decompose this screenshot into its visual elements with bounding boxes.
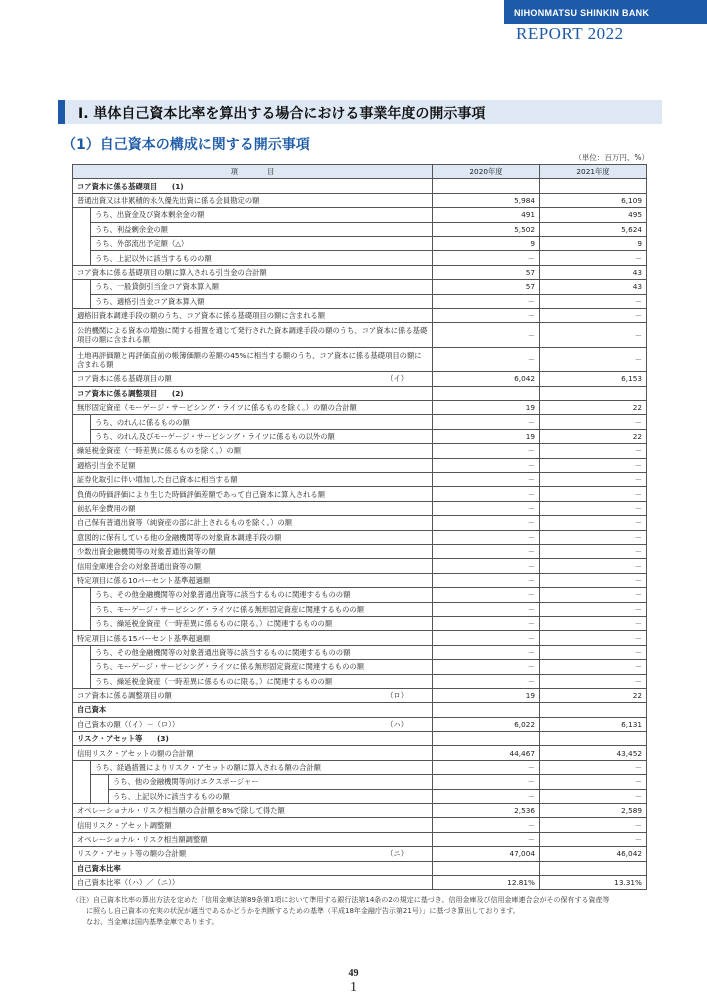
value-2021: 2,589 xyxy=(540,804,647,818)
row-label: 普通出資又は非累積的永久優先出資に係る会員勘定の額 xyxy=(77,195,260,205)
table-row xyxy=(73,501,647,515)
indent-cell xyxy=(91,789,109,803)
value-2021 xyxy=(540,861,647,875)
row-label: リスク・アセット等 (3) xyxy=(77,734,169,744)
table-row xyxy=(73,251,647,265)
footnote-line: なお、当金庫は国内基準金庫であります。 xyxy=(72,918,219,926)
row-label-cell xyxy=(73,458,433,472)
row-label-cell xyxy=(73,631,433,645)
row-label: 自己資本の額（（イ）－（ロ）） xyxy=(77,719,180,729)
table-row xyxy=(73,444,647,458)
value-2020: － xyxy=(433,760,540,774)
table-row xyxy=(73,530,647,544)
value-2020: 19 xyxy=(433,401,540,415)
footnotes xyxy=(72,895,652,928)
value-2020: － xyxy=(433,473,540,487)
row-label-cell xyxy=(73,193,433,207)
row-label: うち、他の金融機関等向けエクスポージャー xyxy=(113,777,259,787)
row-label: コア資本に係る基礎項目 (1) xyxy=(77,181,184,191)
indent-cell xyxy=(73,236,91,250)
row-label: 無形固定資産（モーゲージ・サービシング・ライツに係るものを除く。）の額の合計額 xyxy=(77,403,357,413)
table-row xyxy=(73,660,647,674)
value-2021 xyxy=(540,732,647,746)
header-2021: 2021年度 xyxy=(540,165,647,179)
row-label-cell xyxy=(73,347,433,372)
row-label-cell xyxy=(73,804,433,818)
bank-name: NIHONMATSU SHINKIN BANK xyxy=(514,8,650,18)
value-2020: － xyxy=(433,616,540,630)
row-label-cell xyxy=(91,208,433,222)
row-tag: （ニ） xyxy=(386,849,408,859)
table-body xyxy=(73,179,647,890)
table-row xyxy=(73,674,647,688)
indent-cell xyxy=(73,280,91,294)
value-2020: － xyxy=(433,323,540,348)
table-row xyxy=(73,265,647,279)
row-label-cell xyxy=(91,280,433,294)
row-label: 少数出資金融機関等の対象普通出資等の額 xyxy=(77,547,216,557)
table-row xyxy=(73,487,647,501)
value-2020: 19 xyxy=(433,429,540,443)
value-2020: － xyxy=(433,818,540,832)
value-2020 xyxy=(433,386,540,400)
value-2020: 47,004 xyxy=(433,847,540,861)
row-label: うち、利益剰余金の額 xyxy=(95,224,168,234)
table-row xyxy=(73,832,647,846)
value-2020: 491 xyxy=(433,208,540,222)
row-label: 特定項目に係る10パーセント基準超過額 xyxy=(77,575,211,585)
value-2021: － xyxy=(540,645,647,659)
row-label-cell xyxy=(73,401,433,415)
table-row xyxy=(73,818,647,832)
value-2020: 2,536 xyxy=(433,804,540,818)
value-2021: － xyxy=(540,602,647,616)
row-label: 適格旧資本調達手段の額のうち、コア資本に係る基礎項目の額に含まれる額 xyxy=(77,311,326,321)
row-label-cell xyxy=(91,222,433,236)
value-2020 xyxy=(433,861,540,875)
row-label-cell xyxy=(73,386,433,400)
value-2021: － xyxy=(540,294,647,308)
row-label-cell xyxy=(91,602,433,616)
value-2021: 46,042 xyxy=(540,847,647,861)
value-2020: － xyxy=(433,674,540,688)
value-2021: － xyxy=(540,530,647,544)
table-row xyxy=(73,473,647,487)
indent-cell xyxy=(73,775,91,789)
value-2020: － xyxy=(433,588,540,602)
value-2021: － xyxy=(540,308,647,322)
table-row xyxy=(73,323,647,348)
value-2020: － xyxy=(433,544,540,558)
row-label-cell xyxy=(73,847,433,861)
row-label-cell xyxy=(91,236,433,250)
row-label-cell xyxy=(73,832,433,846)
table-row xyxy=(73,875,647,889)
value-2021: － xyxy=(540,573,647,587)
row-label: 自己資本比率 xyxy=(77,863,121,873)
row-label-cell xyxy=(73,559,433,573)
header-item: 項 目 xyxy=(73,165,433,179)
value-2021: 495 xyxy=(540,208,647,222)
value-2020: － xyxy=(433,458,540,472)
row-label-cell xyxy=(109,789,433,803)
row-label-cell xyxy=(73,323,433,348)
row-label: うち、外部流出予定額（△） xyxy=(95,239,189,249)
row-label: 負債の時価評価により生じた時価評価差額であって自己資本に算入される額 xyxy=(77,489,326,499)
table-row xyxy=(73,193,647,207)
table-row xyxy=(73,372,647,386)
value-2020: 19 xyxy=(433,688,540,702)
table-row xyxy=(73,386,647,400)
indent-cell xyxy=(73,674,91,688)
row-label: うち、出資金及び資本剰余金の額 xyxy=(95,210,205,220)
table-row xyxy=(73,847,647,861)
table-row xyxy=(73,222,647,236)
value-2021: － xyxy=(540,559,647,573)
indent-cell xyxy=(73,415,91,429)
value-2021: － xyxy=(540,544,647,558)
value-2020: － xyxy=(433,631,540,645)
value-2020: － xyxy=(433,294,540,308)
indent-cell xyxy=(73,429,91,443)
value-2021: 43 xyxy=(540,265,647,279)
row-label: うち、繰延税金資産（一時差異に係るものに限る。）に関連するものの額 xyxy=(95,676,333,686)
page-mark: 1 xyxy=(350,980,357,995)
row-label: リスク・アセット等の額の合計額 xyxy=(77,849,187,859)
row-label: うち、のれんに係るものの額 xyxy=(95,417,190,427)
row-label-cell xyxy=(73,530,433,544)
row-label-cell xyxy=(73,265,433,279)
table-row xyxy=(73,746,647,760)
value-2021: － xyxy=(540,473,647,487)
row-label: 信用リスク・アセット調整額 xyxy=(77,820,172,830)
row-tag: （イ） xyxy=(386,374,408,384)
value-2020: － xyxy=(433,602,540,616)
value-2020: － xyxy=(433,645,540,659)
row-label: オペレーショナル・リスク相当額の合計額を8%で除して得た額 xyxy=(77,806,285,816)
table-row xyxy=(73,415,647,429)
value-2021: 22 xyxy=(540,688,647,702)
row-label-cell xyxy=(91,645,433,659)
table-row xyxy=(73,616,647,630)
indent-cell xyxy=(73,222,91,236)
row-label-cell xyxy=(73,308,433,322)
indent-cell xyxy=(73,660,91,674)
value-2020: 6,042 xyxy=(433,372,540,386)
value-2021: － xyxy=(540,660,647,674)
indent-cell xyxy=(73,760,91,774)
row-tag: （ロ） xyxy=(386,691,408,701)
value-2021: － xyxy=(540,775,647,789)
value-2021: 22 xyxy=(540,401,647,415)
table-row xyxy=(73,631,647,645)
row-label: 土地再評価額と再評価直前の帳簿価額の差額の45%に相当する額のうち、コア資本に係る基礎項目の額に含まれる額 xyxy=(77,350,422,369)
row-label: オペレーショナル・リスク相当額調整額 xyxy=(77,834,208,844)
table-row xyxy=(73,347,647,372)
row-label-cell xyxy=(73,818,433,832)
table-row xyxy=(73,179,647,193)
value-2020: － xyxy=(433,775,540,789)
value-2020: 6,022 xyxy=(433,717,540,731)
value-2020: 5,502 xyxy=(433,222,540,236)
value-2021 xyxy=(540,179,647,193)
value-2020: 12.81% xyxy=(433,875,540,889)
value-2021: 5,624 xyxy=(540,222,647,236)
value-2020: － xyxy=(433,516,540,530)
row-label: 公的機関による資本の増強に関する措置を通じて発行された資本調達手段の額のうち、コア資本に係る基礎項目の額に含まれる額 xyxy=(77,326,428,345)
table-row xyxy=(73,516,647,530)
table-row xyxy=(73,861,647,875)
row-label-cell xyxy=(73,516,433,530)
footnote-line: に照らし自己資本の充実の状況が適当であるかどうかを判断するための基準（平成18年金融庁告示第21号）」に基づき算出しております。 xyxy=(72,907,520,915)
row-label: 信用リスク・アセットの額の合計額 xyxy=(77,748,194,758)
row-label-cell xyxy=(73,501,433,515)
value-2020: 57 xyxy=(433,265,540,279)
row-label: 自己資本比率（（ハ）／（ニ）） xyxy=(77,878,180,888)
value-2021: － xyxy=(540,588,647,602)
indent-cell xyxy=(73,588,91,602)
row-label-cell xyxy=(73,717,433,731)
value-2020: － xyxy=(433,415,540,429)
row-label-cell xyxy=(91,415,433,429)
row-label-cell xyxy=(91,251,433,265)
row-label-cell xyxy=(73,487,433,501)
value-2020: － xyxy=(433,832,540,846)
row-label-cell xyxy=(91,660,433,674)
row-label: コア資本に係る基礎項目の額 xyxy=(77,374,172,384)
value-2021: － xyxy=(540,415,647,429)
header-2020: 2020年度 xyxy=(433,165,540,179)
row-label: うち、適格引当金コア資本算入額 xyxy=(95,296,205,306)
table-row xyxy=(73,703,647,717)
row-label-cell xyxy=(73,372,433,386)
value-2021: － xyxy=(540,789,647,803)
row-label: うち、繰延税金資産（一時差異に係るものに限る。）に関連するものの額 xyxy=(95,619,333,629)
row-label: うち、のれん及びモーゲージ・サービシング・ライツに係るもの以外の額 xyxy=(95,432,335,442)
value-2021: － xyxy=(540,347,647,372)
value-2021: － xyxy=(540,818,647,832)
table-row xyxy=(73,717,647,731)
row-label: うち、一般貸倒引当金コア資本算入額 xyxy=(95,282,220,292)
value-2020: － xyxy=(433,660,540,674)
indent-cell xyxy=(73,294,91,308)
row-label-cell xyxy=(73,732,433,746)
section-marker xyxy=(58,100,65,124)
row-label: うち、上記以外に該当するものの額 xyxy=(95,253,212,263)
table-row xyxy=(73,775,647,789)
row-label-cell xyxy=(91,616,433,630)
value-2021: 9 xyxy=(540,236,647,250)
value-2020: － xyxy=(433,308,540,322)
row-label-cell xyxy=(91,429,433,443)
table-row xyxy=(73,294,647,308)
value-2021: － xyxy=(540,487,647,501)
indent-cell xyxy=(91,775,109,789)
row-label: 証券化取引に伴い増加した自己資本に相当する額 xyxy=(77,475,238,485)
row-label: 自己保有普通出資等（純資産の部に計上されるものを除く。）の額 xyxy=(77,518,293,528)
row-label: 信用金庫連合会の対象普通出資等の額 xyxy=(77,561,202,571)
row-label-cell xyxy=(91,294,433,308)
table-row xyxy=(73,588,647,602)
report-title: REPORT 2022 xyxy=(516,24,624,43)
table-row xyxy=(73,732,647,746)
row-label: コア資本に係る調整項目の額 xyxy=(77,691,172,701)
table-row xyxy=(73,645,647,659)
row-label-cell xyxy=(91,760,433,774)
table-row xyxy=(73,280,647,294)
table-header-row xyxy=(73,165,647,179)
row-label-cell xyxy=(73,179,433,193)
table-row xyxy=(73,236,647,250)
row-label: うち、経過措置によりリスク・アセットの額に算入される額の合計額 xyxy=(95,763,321,773)
table-row xyxy=(73,458,647,472)
value-2021: － xyxy=(540,444,647,458)
value-2021: 6,109 xyxy=(540,193,647,207)
section-title: Ⅰ. 単体自己資本比率を算出する場合における事業年度の開示事項 xyxy=(78,106,486,122)
indent-cell xyxy=(73,208,91,222)
value-2021: 22 xyxy=(540,429,647,443)
row-label-cell xyxy=(73,875,433,889)
indent-cell xyxy=(73,789,91,803)
row-label-cell xyxy=(73,746,433,760)
row-label: コア資本に係る調整項目 (2) xyxy=(77,388,184,398)
row-label: うち、モーゲージ・サービシング・ライツに係る無形固定資産に関連するものの額 xyxy=(95,604,364,614)
row-label: 特定項目に係る15パーセント基準超過額 xyxy=(77,633,211,643)
row-label: うち、モーゲージ・サービシング・ライツに係る無形固定資産に関連するものの額 xyxy=(95,662,364,672)
value-2020: － xyxy=(433,347,540,372)
value-2021: － xyxy=(540,631,647,645)
value-2021: － xyxy=(540,251,647,265)
unit-note: （単位：百万円、%） xyxy=(574,153,649,162)
table-row xyxy=(73,789,647,803)
row-label-cell xyxy=(73,444,433,458)
row-label-cell xyxy=(73,861,433,875)
row-label: コア資本に係る基礎項目の額に算入される引当金の合計額 xyxy=(77,267,267,277)
value-2020: － xyxy=(433,444,540,458)
value-2020: － xyxy=(433,251,540,265)
value-2021: － xyxy=(540,516,647,530)
row-label-cell xyxy=(73,544,433,558)
value-2020: 57 xyxy=(433,280,540,294)
row-label-cell xyxy=(73,688,433,702)
value-2021: 6,153 xyxy=(540,372,647,386)
value-2020: 9 xyxy=(433,236,540,250)
table-row xyxy=(73,429,647,443)
value-2020: － xyxy=(433,573,540,587)
value-2020: 5,984 xyxy=(433,193,540,207)
table-row xyxy=(73,308,647,322)
row-label: うち、上記以外に該当するものの額 xyxy=(113,791,230,801)
value-2021: － xyxy=(540,760,647,774)
value-2021: 43,452 xyxy=(540,746,647,760)
value-2021 xyxy=(540,386,647,400)
table-row xyxy=(73,804,647,818)
value-2020: － xyxy=(433,559,540,573)
row-label: 前払年金費用の額 xyxy=(77,504,136,513)
value-2020: － xyxy=(433,789,540,803)
value-2020: － xyxy=(433,487,540,501)
indent-cell xyxy=(73,645,91,659)
value-2020: 44,467 xyxy=(433,746,540,760)
table-row xyxy=(73,544,647,558)
footnote-line: （注）自己資本比率の算出方法を定めた「信用金庫法第89条第1項において準用する銀行法第14条の2の規定に基づき、信用金庫及び信用金庫連合会がその保有する資産等 xyxy=(72,896,610,904)
subsection-title: （1）自己資本の構成に関する開示事項 xyxy=(62,137,310,153)
value-2020: － xyxy=(433,530,540,544)
table-row xyxy=(73,573,647,587)
row-label-cell xyxy=(73,703,433,717)
row-label-cell xyxy=(73,573,433,587)
capital-composition-table xyxy=(72,164,647,890)
value-2020: － xyxy=(433,501,540,515)
page-number: 49 xyxy=(348,968,359,979)
table-row xyxy=(73,688,647,702)
row-label: 繰延税金資産（一時差異に係るものを除く。）の額 xyxy=(77,446,242,456)
indent-cell xyxy=(73,616,91,630)
row-tag: （ハ） xyxy=(386,719,408,729)
value-2020 xyxy=(433,732,540,746)
table-row xyxy=(73,208,647,222)
value-2021: － xyxy=(540,501,647,515)
table-row xyxy=(73,401,647,415)
value-2021: － xyxy=(540,323,647,348)
value-2020 xyxy=(433,703,540,717)
value-2021: 13.31% xyxy=(540,875,647,889)
row-label-cell xyxy=(73,473,433,487)
indent-cell xyxy=(73,251,91,265)
section-title-bar xyxy=(58,100,662,124)
value-2021 xyxy=(540,703,647,717)
table-row xyxy=(73,602,647,616)
row-label-cell xyxy=(91,674,433,688)
row-label-cell xyxy=(109,775,433,789)
row-label: うち、その他金融機関等の対象普通出資等に該当するものに関連するものの額 xyxy=(95,647,351,657)
value-2021: － xyxy=(540,458,647,472)
row-label: 意図的に保有している他の金融機関等の対象資本調達手段の額 xyxy=(77,532,282,542)
value-2021: 6,131 xyxy=(540,717,647,731)
row-label-cell xyxy=(91,588,433,602)
value-2021: 43 xyxy=(540,280,647,294)
value-2021: － xyxy=(540,674,647,688)
value-2021: － xyxy=(540,832,647,846)
indent-cell xyxy=(73,602,91,616)
value-2021: － xyxy=(540,616,647,630)
row-label: 適格引当金不足額 xyxy=(77,460,136,470)
value-2020 xyxy=(433,179,540,193)
row-label: 自己資本 xyxy=(77,705,107,715)
table-row xyxy=(73,559,647,573)
row-label: うち、その他金融機関等の対象普通出資等に該当するものに関連するものの額 xyxy=(95,590,351,600)
table-row xyxy=(73,760,647,774)
